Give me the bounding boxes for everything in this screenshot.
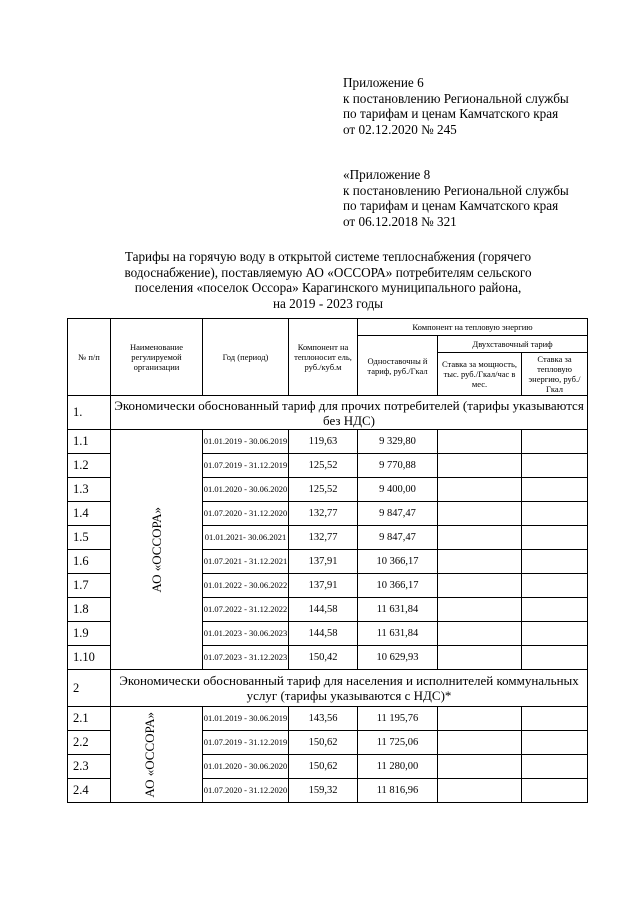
row-capacity (438, 526, 522, 550)
row-carrier: 132,77 (289, 502, 358, 526)
row-energy (522, 622, 588, 646)
row-one-rate: 9 329,80 (358, 430, 438, 454)
row-period: 01.01.2023 - 30.06.2023 (203, 622, 289, 646)
row-energy (522, 454, 588, 478)
row-num: 1.7 (68, 574, 111, 598)
row-energy (522, 574, 588, 598)
row-capacity (438, 454, 522, 478)
row-energy (522, 526, 588, 550)
row-period: 01.07.2019 - 31.12.2019 (203, 454, 289, 478)
title-line: водоснабжение), поставляемую АО «ОССОРА» потребителям сельского (124, 264, 532, 280)
table-row (68, 707, 588, 731)
row-carrier: 143,56 (289, 707, 358, 731)
header-one-rate: Одноставочны й тариф, руб./Гкал (358, 336, 438, 396)
row-carrier: 137,91 (289, 550, 358, 574)
appendix-line: к постановлению Региональной службы (343, 90, 569, 106)
row-energy (522, 550, 588, 574)
org-cell (111, 430, 203, 670)
row-period: 01.07.2020 - 31.12.2020 (203, 779, 289, 803)
appendix-line: по тарифам и ценам Камчатского края (343, 106, 559, 121)
header-num: № п/п (68, 319, 111, 396)
row-period: 01.01.2019 - 30.06.2019 (203, 707, 289, 731)
row-carrier: 125,52 (289, 478, 358, 502)
row-carrier: 144,58 (289, 622, 358, 646)
row-carrier: 137,91 (289, 574, 358, 598)
row-capacity (438, 707, 522, 731)
row-num: 2.3 (68, 755, 111, 779)
section-title: Экономически обоснованный тариф для населения и исполнителей коммунальных услуг (тарифы указываются с НДС)* (111, 670, 588, 707)
row-one-rate: 11 280,00 (358, 755, 438, 779)
row-one-rate: 9 770,88 (358, 454, 438, 478)
row-one-rate: 10 629,93 (358, 646, 438, 670)
row-num: 2.4 (68, 779, 111, 803)
row-one-rate: 11 725,06 (358, 731, 438, 755)
row-capacity (438, 550, 522, 574)
header-energy: Ставка за тепловую энергию, руб./Гкал (522, 353, 588, 396)
title-line: поселения «поселок Оссора» Карагинского муниципального района, (134, 280, 522, 295)
row-period: 01.07.2019 - 31.12.2019 (203, 731, 289, 755)
appendix-line: от 06.12.2018 № 321 (343, 213, 457, 229)
org-cell (111, 707, 203, 803)
header-two-rate: Двухставочный тариф (438, 336, 588, 353)
row-period: 01.07.2023 - 31.12.2023 (203, 646, 289, 670)
row-carrier: 159,32 (289, 779, 358, 803)
row-energy (522, 430, 588, 454)
table-row (68, 430, 588, 454)
row-carrier: 150,62 (289, 755, 358, 779)
row-energy (522, 731, 588, 755)
header-thermal: Компонент на тепловую энергию (358, 319, 588, 336)
appendix-line: Приложение 6 (343, 75, 424, 90)
document-title (70, 249, 586, 311)
row-one-rate: 9 847,47 (358, 526, 438, 550)
row-energy (522, 478, 588, 502)
row-num: 1.10 (68, 646, 111, 670)
row-num: 1.9 (68, 622, 111, 646)
appendix-current (343, 75, 569, 137)
tariff-table (67, 318, 588, 803)
row-capacity (438, 574, 522, 598)
row-carrier: 125,52 (289, 454, 358, 478)
row-num: 1.6 (68, 550, 111, 574)
row-period: 01.01.2019 - 30.06.2019 (203, 430, 289, 454)
row-one-rate: 11 195,76 (358, 707, 438, 731)
org-name: АО «ОССОРА» (141, 711, 157, 798)
appendix-line: к постановлению Региональной службы (343, 182, 569, 198)
row-one-rate: 10 366,17 (358, 574, 438, 598)
appendix-line: от 02.12.2020 № 245 (343, 121, 457, 137)
row-capacity (438, 478, 522, 502)
row-carrier: 150,62 (289, 731, 358, 755)
row-capacity (438, 755, 522, 779)
row-capacity (438, 502, 522, 526)
header-capacity: Ставка за мощность, тыс. руб./Гкал/час в мес. (438, 353, 522, 396)
row-energy (522, 646, 588, 670)
row-capacity (438, 622, 522, 646)
title-line: на 2019 - 2023 годы (272, 295, 384, 311)
org-name: АО «ОССОРА» (149, 506, 164, 593)
header-period: Год (период) (203, 319, 289, 396)
row-capacity (438, 430, 522, 454)
row-energy (522, 779, 588, 803)
row-energy (522, 755, 588, 779)
row-num: 1.2 (68, 454, 111, 478)
row-one-rate: 11 631,84 (358, 598, 438, 622)
row-one-rate: 11 631,84 (358, 622, 438, 646)
row-num: 1.3 (68, 478, 111, 502)
appendix-original (343, 167, 569, 229)
row-capacity (438, 598, 522, 622)
row-one-rate: 9 400,00 (358, 478, 438, 502)
header-carrier: Компонент на теплоносит ель, руб./куб.м (289, 319, 358, 396)
row-num: 1.5 (68, 526, 111, 550)
section-row (68, 396, 588, 430)
row-period: 01.01.2021- 30.06.2021 (203, 526, 289, 550)
row-capacity (438, 779, 522, 803)
header-org: Наименование регулируемой организации (111, 319, 203, 396)
section-num: 2 (68, 670, 111, 707)
row-energy (522, 598, 588, 622)
row-one-rate: 9 847,47 (358, 502, 438, 526)
row-energy (522, 502, 588, 526)
row-period: 01.01.2020 - 30.06.2020 (203, 755, 289, 779)
title-line: Тарифы на горячую воду в открытой системе теплоснабжения (горячего (124, 249, 532, 264)
row-period: 01.07.2020 - 31.12.2020 (203, 502, 289, 526)
row-one-rate: 11 816,96 (358, 779, 438, 803)
row-carrier: 150,42 (289, 646, 358, 670)
row-one-rate: 10 366,17 (358, 550, 438, 574)
row-period: 01.07.2022 - 31.12.2022 (203, 598, 289, 622)
row-num: 2.1 (68, 707, 111, 731)
appendix-line: по тарифам и ценам Камчатского края (343, 198, 559, 213)
row-num: 1.4 (68, 502, 111, 526)
row-carrier: 119,63 (289, 430, 358, 454)
row-period: 01.01.2022 - 30.06.2022 (203, 574, 289, 598)
row-capacity (438, 646, 522, 670)
row-carrier: 144,58 (289, 598, 358, 622)
appendix-line: «Приложение 8 (343, 167, 431, 182)
section-row (68, 670, 588, 707)
row-carrier: 132,77 (289, 526, 358, 550)
row-capacity (438, 731, 522, 755)
row-period: 01.07.2021 - 31.12.2021 (203, 550, 289, 574)
row-period: 01.01.2020 - 30.06.2020 (203, 478, 289, 502)
row-num: 1.8 (68, 598, 111, 622)
section-num: 1. (68, 396, 111, 430)
row-energy (522, 707, 588, 731)
section-title: Экономически обоснованный тариф для прочих потребителей (тарифы указываются без НДС) (111, 396, 588, 430)
row-num: 2.2 (68, 731, 111, 755)
row-num: 1.1 (68, 430, 111, 454)
